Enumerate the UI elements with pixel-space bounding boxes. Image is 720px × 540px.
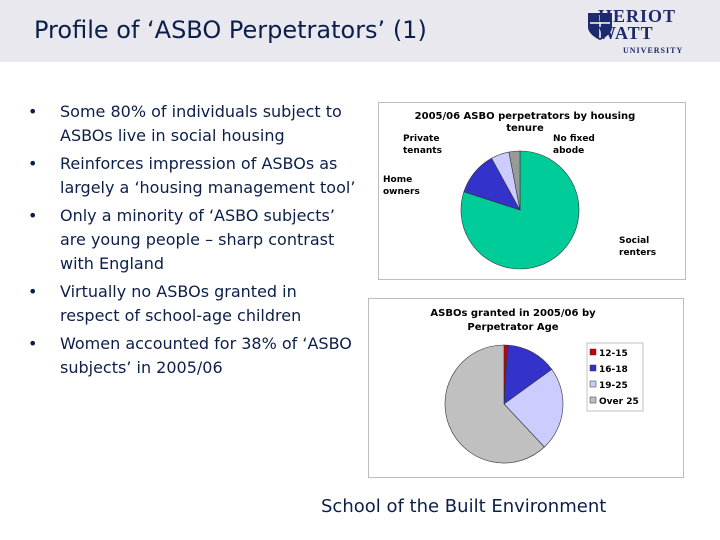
pie-label: No fixed abode [553,134,595,156]
legend-entry [590,365,628,375]
tenure-chart [378,102,686,280]
bullet-item: • Women accounted for 38% of ‘ASBO subjects’ in 2005/06 [28,332,358,380]
age-chart-svg [369,299,683,477]
slide-title: Profile of ‘ASBO Perpetrators’ (1) [34,16,427,44]
chart-title-line-2: tenure [506,123,544,134]
tenure-chart-svg [379,103,685,279]
bullet-item: • Only a minority of ‘ASBO subjects’ are young people – sharp contrast with England [28,204,358,276]
bullet-item: • Reinforces impression of ASBOs as largely a ‘housing management tool’ [28,152,358,200]
chart-legend [587,343,643,411]
legend-label: 16-18 [599,365,628,375]
legend-entry [590,349,628,359]
pie-label: Private tenants [403,134,442,156]
footer-text: School of the Built Environment [321,496,607,517]
logo-line-3: UNIVERSITY [623,46,684,55]
bullet-item: • Some 80% of individuals subject to ASBOs live in social housing [28,100,358,148]
legend-entry [590,397,639,407]
logo-line-1: HERIOT [598,6,677,26]
chart-title-line-1: ASBOs granted in 2005/06 by [430,308,596,319]
legend-entry [590,381,628,391]
legend-swatch [590,381,596,387]
legend-swatch [590,397,596,403]
legend-swatch [590,365,596,371]
legend-swatch [590,349,596,355]
age-chart [368,298,684,478]
pie-label: Social renters [619,236,657,258]
bullet-item: • Virtually no ASBOs granted in respect of school-age children [28,280,358,328]
pie-label: Home owners [383,175,420,197]
logo-line-2: WATT [598,23,654,43]
chart-title-line-1: 2005/06 ASBO perpetrators by housing [414,111,636,122]
legend-label: Over 25 [599,397,639,407]
chart-title-line-2: Perpetrator Age [467,322,559,333]
bullet-list [28,100,358,384]
legend-label: 19-25 [599,381,628,391]
legend-label: 12-15 [599,349,628,359]
university-logo [586,4,690,58]
pie-slices [461,151,579,269]
pie-slices [445,345,563,463]
